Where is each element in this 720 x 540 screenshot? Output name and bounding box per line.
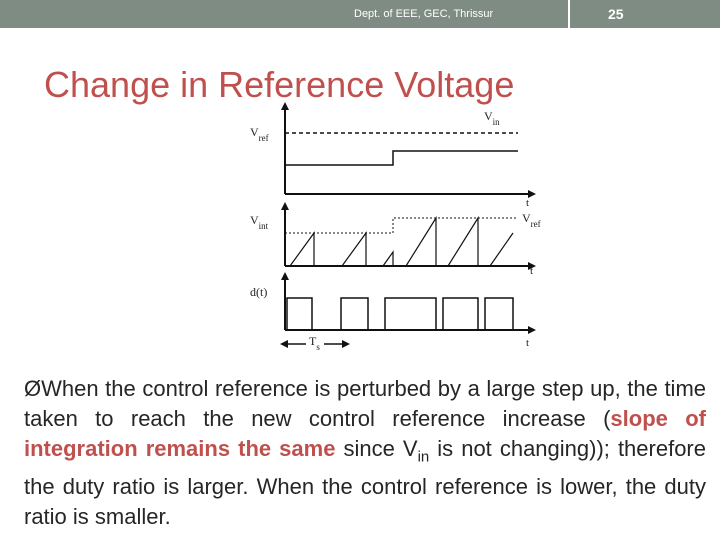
time-label-2: t [530,265,534,277]
duty-cycle-waveform [287,298,513,330]
text-part-1: When the control reference is perturbed by a large step up, the time taken to reach the new control reference increase ( [24,376,706,431]
slide-number: 25 [608,6,624,22]
bullet-paragraph [24,374,706,532]
vref-dotted-step [393,218,518,233]
text-part-2: since V [335,436,418,461]
highlighted-phrase: slope of integration remains the same [24,406,706,461]
department-label: Dept. of EEE, GEC, Thrissur [354,8,494,20]
vin-subscript: in [417,448,430,466]
header-separator [568,0,570,28]
text-part-3: is not changing)); therefore the duty ratio is larger. When the control reference is lower, the duty ratio is smaller. [24,436,706,530]
vref-mid-label: $V_{ref}$ [522,211,541,229]
period-label: $T_s$ [309,334,320,352]
time-label-3: t [526,337,530,349]
vref-step-waveform [285,151,518,165]
bullet-marker: Ø [24,376,42,401]
vint-sawtooth [290,218,513,266]
slide-title: Change in Reference Voltage [44,64,515,105]
time-label-1: t [526,197,530,209]
dt-label: d(t) [250,285,268,299]
vint-label: $V_{int}$ [250,213,269,231]
vref-label: $V_{ref}$ [250,125,269,143]
waveform-diagram [240,102,560,360]
vin-label: $V_{in}$ [484,109,500,127]
